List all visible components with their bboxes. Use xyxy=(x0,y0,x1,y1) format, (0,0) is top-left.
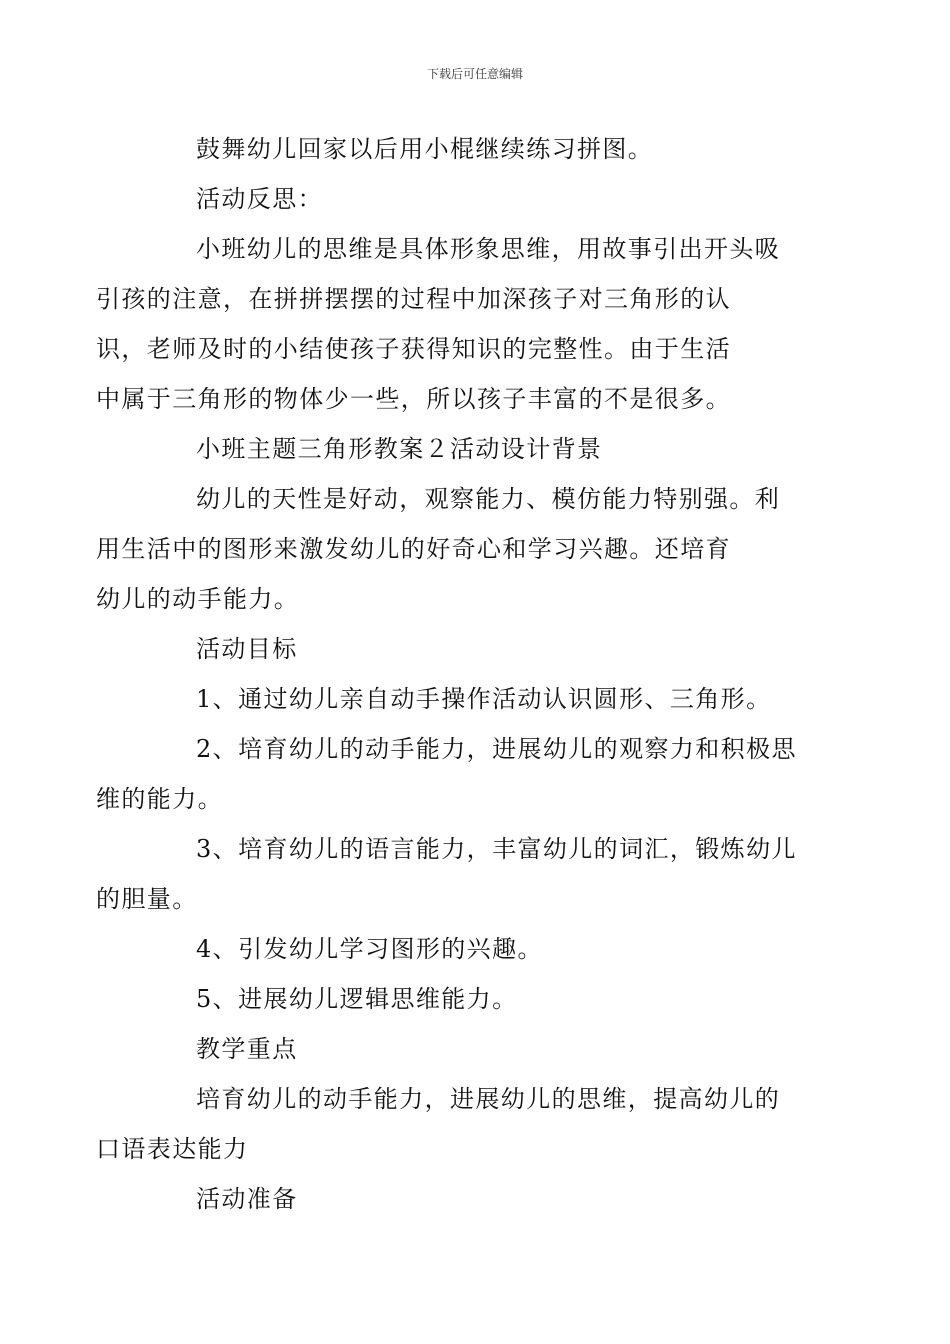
heading-preparation xyxy=(146,1174,806,1224)
text-line: 1、通过幼儿亲自动手操作活动认识圆形、三角形。 xyxy=(196,685,772,713)
heading-goals xyxy=(146,624,806,674)
page-header: 下载后可任意编辑 xyxy=(426,67,523,81)
text-line: 小班幼儿的思维是具体形象思维，用故事引出开头吸 xyxy=(196,235,781,263)
text-line: 4、引发幼儿学习图形的兴趣。 xyxy=(196,935,543,963)
text-line: 的胆量。 xyxy=(96,885,198,913)
text-line: 2、培育幼儿的动手能力，进展幼儿的观察力和积极思 xyxy=(196,735,797,763)
goal-item-4 xyxy=(146,924,806,974)
goal-item-5 xyxy=(146,974,806,1024)
goal-item-1 xyxy=(146,674,806,724)
heading-lesson-2-background xyxy=(146,424,806,474)
text-line: 小班主题三角形教案２活动设计背景 xyxy=(196,435,603,463)
text-line: 活动准备 xyxy=(196,1185,298,1213)
paragraph-key-points xyxy=(96,1074,806,1174)
text-line: 3、培育幼儿的语言能力，丰富幼儿的词汇，锻炼幼儿 xyxy=(196,835,797,863)
paragraph-background xyxy=(96,474,806,624)
text-line: 教学重点 xyxy=(196,1035,298,1063)
text-line: 维的能力。 xyxy=(96,785,223,813)
text-line: 幼儿的天性是好动，观察能力、模仿能力特别强。利 xyxy=(196,485,781,513)
paragraph-reflection xyxy=(96,224,806,424)
text-line: 活动目标 xyxy=(196,635,298,663)
text-line: 口语表达能力 xyxy=(96,1135,249,1163)
goal-item-2 xyxy=(96,724,806,824)
goal-item-3 xyxy=(96,824,806,924)
text-line: 培育幼儿的动手能力，进展幼儿的思维，提高幼儿的 xyxy=(196,1085,781,1113)
heading-key-points xyxy=(146,1024,806,1074)
text-line: 引孩的注意，在拼拼摆摆的过程中加深孩子对三角形的认 xyxy=(96,285,731,313)
paragraph-homework xyxy=(146,124,806,174)
document-body xyxy=(96,124,806,1224)
text-line: 识，老师及时的小结使孩子获得知识的完整性。由于生活 xyxy=(96,335,731,363)
text-line: 中属于三角形的物体少一些，所以孩子丰富的不是很多。 xyxy=(96,385,731,413)
text-line: 5、进展幼儿逻辑思维能力。 xyxy=(196,985,518,1013)
text-line: 鼓舞幼儿回家以后用小棍继续练习拼图。 xyxy=(196,135,654,163)
heading-reflection xyxy=(146,174,806,224)
text-line: 幼儿的动手能力。 xyxy=(96,585,300,613)
text-line: 用生活中的图形来激发幼儿的好奇心和学习兴趣。还培育 xyxy=(96,535,731,563)
text-line: 活动反思： xyxy=(196,185,323,213)
